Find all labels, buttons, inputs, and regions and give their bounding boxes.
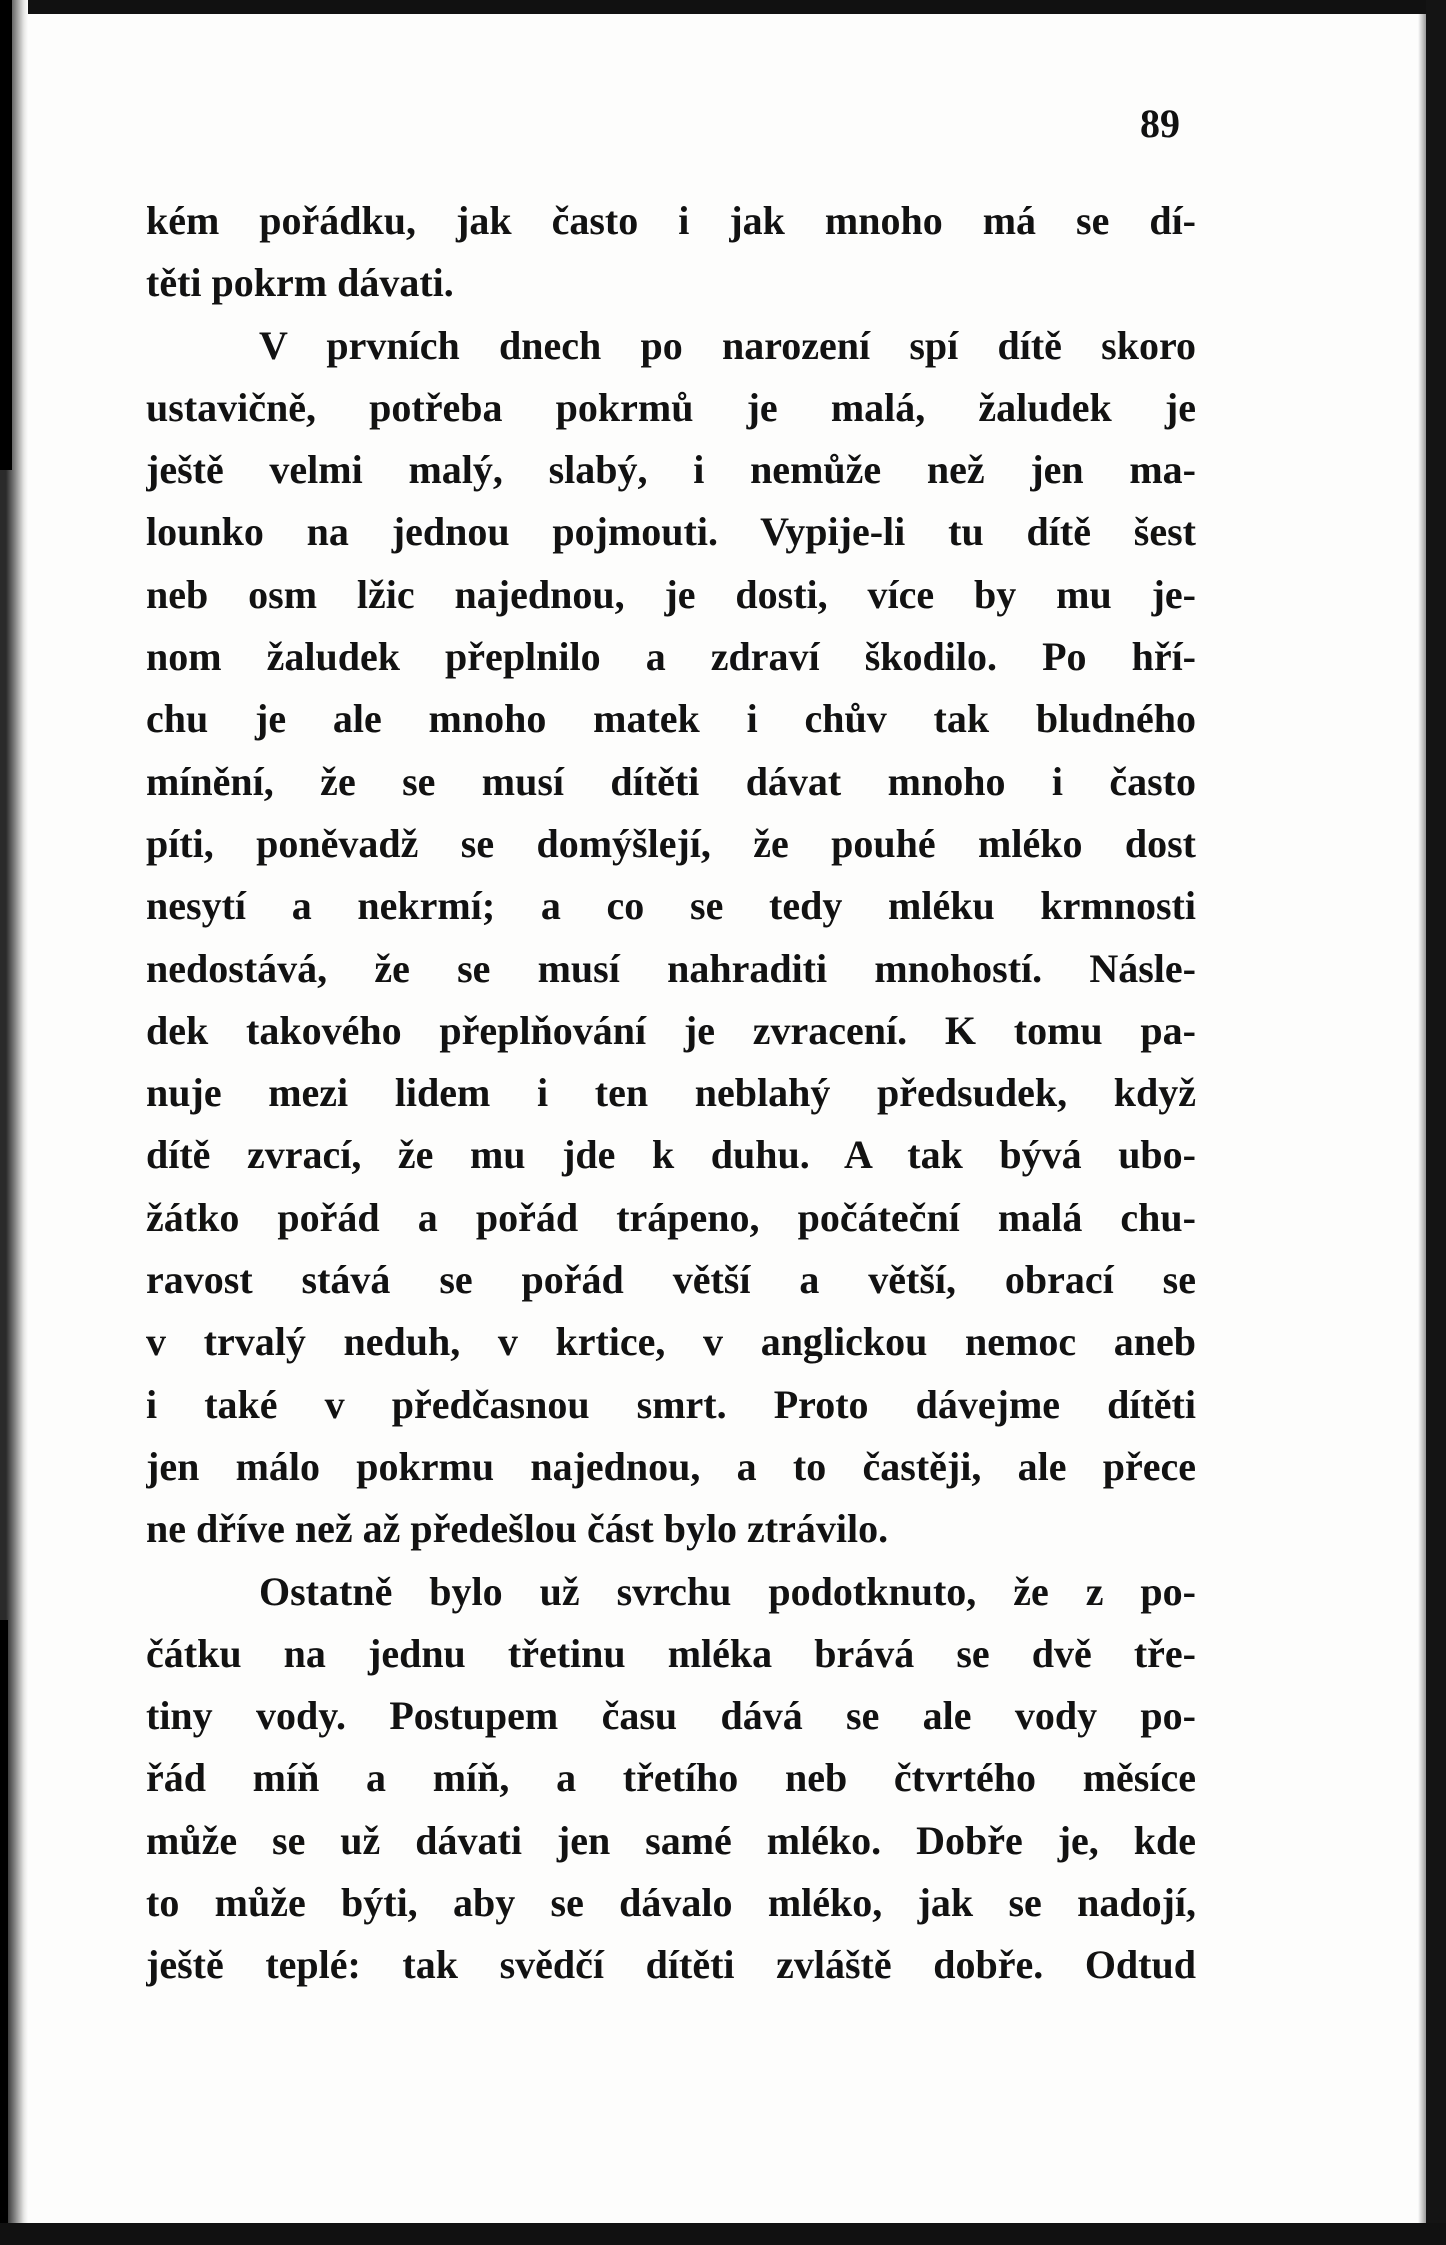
scan-shadow-left-lower <box>0 1620 8 2245</box>
text-line: těti pokrm dávati. <box>146 260 454 306</box>
scan-shadow-left <box>0 0 12 470</box>
text-line: chu je ale mnoho matek i chův tak bludného <box>146 696 1196 742</box>
text-line: ještě teplé: tak svědčí dítěti zvláště dobře. Odtud <box>146 1942 1196 1988</box>
text-line: ještě velmi malý, slabý, i nemůže než jen ma- <box>146 447 1196 493</box>
text-line: nom žaludek přeplnilo a zdraví škodilo. Po hří- <box>146 634 1196 680</box>
text-line: V prvních dnech po narození spí dítě skoro <box>259 322 1196 368</box>
text-line: může se už dávati jen samé mléko. Dobře je, kde <box>146 1817 1196 1863</box>
text-line: ravost stává se pořád větší a větší, obrací se <box>146 1257 1196 1303</box>
text-line: tiny vody. Postupem času dává se ale vody po- <box>146 1693 1196 1739</box>
text-line: nuje mezi lidem i ten neblahý předsudek, když <box>146 1070 1196 1116</box>
scan-border-right <box>1426 0 1446 2245</box>
scan-border-bottom <box>0 2223 1446 2245</box>
page-number: 89 <box>1140 101 1180 146</box>
text-line: v trvalý neduh, v krtice, v anglickou nemoc aneb <box>146 1319 1196 1365</box>
text-line: jen málo pokrmu najednou, a to častěji, ale přece <box>146 1443 1196 1489</box>
text-line: lounko na jednou pojmouti. Vypije-li tu dítě šest <box>146 509 1196 555</box>
text-line: čátku na jednu třetinu mléka brává se dvě tře- <box>146 1630 1196 1676</box>
text-line: Ostatně bylo už svrchu podotknuto, že z po- <box>259 1568 1196 1614</box>
text-line: i také v předčasnou smrt. Proto dávejme dítěti <box>146 1381 1196 1427</box>
text-line: dek takového přeplňování je zvracení. K tomu pa- <box>146 1007 1196 1053</box>
body-text <box>146 190 1196 1997</box>
scan-border-top <box>0 0 1446 14</box>
text-line: dítě zvrací, že mu jde k duhu. A tak bývá ubo- <box>146 1132 1196 1178</box>
text-line: řád míň a míň, a třetího neb čtvrtého měsíce <box>146 1755 1196 1801</box>
text-line: ne dříve než až předešlou část bylo ztrávilo. <box>146 1506 889 1552</box>
text-line: to může býti, aby se dávalo mléko, jak se nadojí, <box>146 1880 1196 1926</box>
text-line: žátko pořád a pořád trápeno, počáteční malá chu- <box>146 1194 1196 1240</box>
text-line: nedostává, že se musí nahraditi mnohostí. Násle- <box>146 945 1196 991</box>
text-line: kém pořádku, jak často i jak mnoho má se dí- <box>146 198 1196 243</box>
text-line: píti, poněvadž se domýšlejí, že pouhé mléko dost <box>146 820 1196 866</box>
text-line: mínění, že se musí dítěti dávat mnoho i často <box>146 758 1196 804</box>
text-line: nesytí a nekrmí; a co se tedy mléku krmnosti <box>146 883 1196 929</box>
text-line: neb osm lžic najednou, je dosti, více by mu je- <box>146 571 1196 617</box>
scan-shadow-right <box>1418 14 1426 2245</box>
text-line: ustavičně, potřeba pokrmů je malá, žaludek je <box>146 384 1196 430</box>
